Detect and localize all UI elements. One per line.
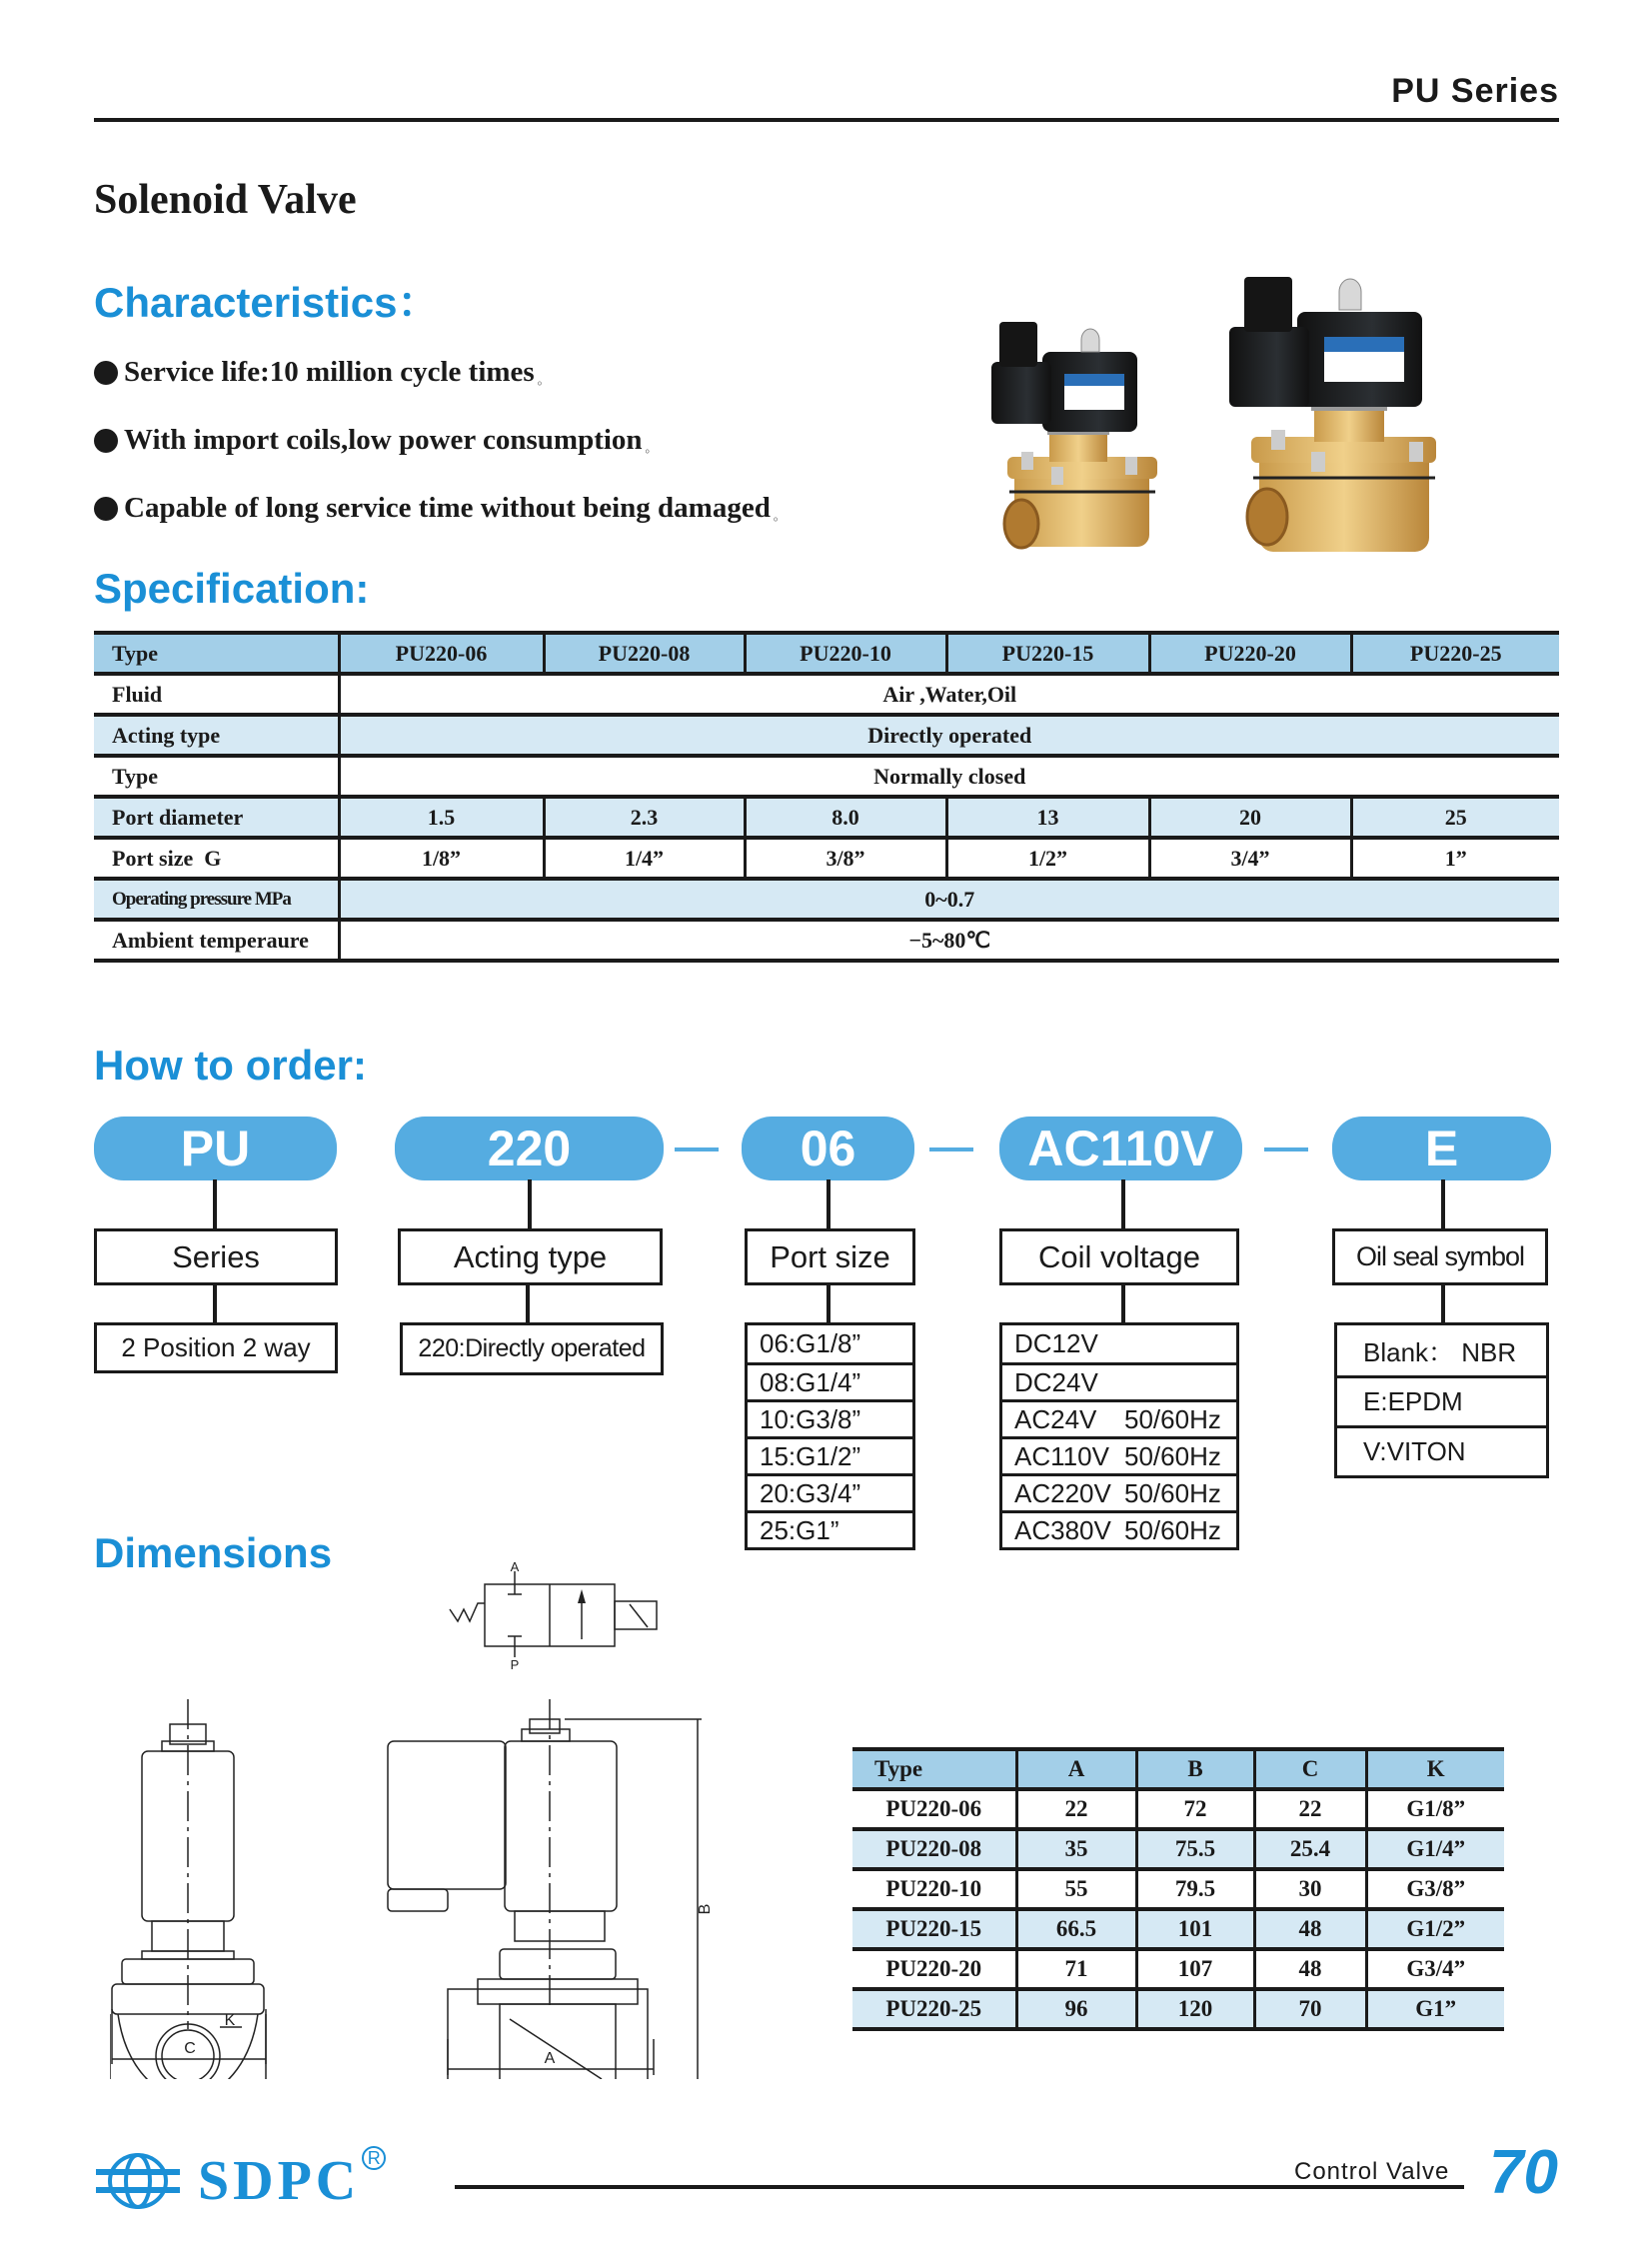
how-to-order-heading: How to order: bbox=[94, 1042, 367, 1089]
spec-cell: Air ,Water,Oil bbox=[339, 674, 1559, 715]
connector-line bbox=[1441, 1285, 1445, 1323]
option-item: 25:G1” bbox=[748, 1510, 912, 1547]
c-dimension bbox=[110, 2009, 310, 2079]
dim-label-b: B bbox=[697, 1903, 714, 1915]
spec-row-label: Port diameter bbox=[94, 797, 339, 838]
bullet-icon bbox=[94, 361, 118, 385]
spec-row-label: Acting type bbox=[94, 715, 339, 756]
spec-row-ambient-temperature bbox=[94, 920, 1559, 961]
valve-symbol-diagram bbox=[440, 1559, 660, 1669]
option-item: AC380V 50/60Hz bbox=[1002, 1510, 1236, 1547]
table-row bbox=[852, 1869, 1504, 1909]
option-item: E:EPDM bbox=[1337, 1375, 1546, 1425]
dim-label-c: C bbox=[184, 2040, 196, 2057]
table-cell: G1/4” bbox=[1366, 1829, 1504, 1869]
a-dimension bbox=[440, 2039, 720, 2079]
table-cell: PU220-10 bbox=[852, 1869, 1016, 1909]
spec-row-fluid bbox=[94, 674, 1559, 715]
port-size-options bbox=[745, 1322, 915, 1550]
connector-line bbox=[213, 1179, 217, 1228]
spec-row-port-size bbox=[94, 838, 1559, 879]
table-cell: 25.4 bbox=[1254, 1829, 1366, 1869]
bullet-icon bbox=[94, 497, 118, 521]
specification-heading: Specification: bbox=[94, 565, 370, 612]
series-title: PU Series bbox=[1391, 72, 1559, 110]
spec-header-row bbox=[94, 633, 1559, 674]
table-cell: 71 bbox=[1016, 1949, 1136, 1989]
table-cell: G1” bbox=[1366, 1989, 1504, 2029]
code-pill-acting-type: 220 bbox=[395, 1117, 664, 1180]
table-cell: 48 bbox=[1254, 1949, 1366, 1989]
label-port-size: Port size bbox=[745, 1228, 915, 1285]
separator-dash bbox=[675, 1147, 719, 1151]
option-item: 15:G1/2” bbox=[748, 1436, 912, 1473]
product-photo bbox=[939, 262, 1479, 572]
spec-cell: 3/8” bbox=[745, 838, 946, 879]
valve-large-image bbox=[1229, 277, 1436, 552]
option-item: 220:Directly operated bbox=[418, 1334, 646, 1362]
spec-cell: 1.5 bbox=[339, 797, 544, 838]
connector-line bbox=[213, 1285, 217, 1323]
connector-line bbox=[826, 1285, 830, 1323]
acting-type-options bbox=[400, 1322, 664, 1375]
spec-cell: Normally closed bbox=[339, 756, 1559, 797]
dims-header-cell: C bbox=[1254, 1749, 1366, 1789]
dims-header-cell: Type bbox=[852, 1749, 1016, 1789]
label-series: Series bbox=[94, 1228, 338, 1285]
table-cell: 96 bbox=[1016, 1989, 1136, 2029]
dims-header-cell: B bbox=[1136, 1749, 1254, 1789]
table-cell: 22 bbox=[1016, 1789, 1136, 1829]
spec-cell: 8.0 bbox=[745, 797, 946, 838]
label-coil-voltage: Coil voltage bbox=[999, 1228, 1239, 1285]
page-title: Solenoid Valve bbox=[94, 177, 357, 223]
option-item: Blank： NBR bbox=[1363, 1336, 1517, 1367]
table-row bbox=[852, 1949, 1504, 1989]
spec-cell: 1/2” bbox=[946, 838, 1149, 879]
table-cell: 48 bbox=[1254, 1909, 1366, 1949]
option-item: AC110V 50/60Hz bbox=[1002, 1436, 1236, 1473]
table-cell: 120 bbox=[1136, 1989, 1254, 2029]
spec-header-cell: PU220-20 bbox=[1149, 633, 1351, 674]
connector-line bbox=[526, 1285, 530, 1323]
dim-label-k: K bbox=[224, 2012, 236, 2029]
spec-row-label: Type bbox=[94, 756, 339, 797]
spec-cell: Directly operated bbox=[339, 715, 1559, 756]
spec-row-acting-type bbox=[94, 715, 1559, 756]
table-cell: PU220-20 bbox=[852, 1949, 1016, 1989]
registered-mark: R bbox=[362, 2146, 386, 2170]
spec-cell: 0~0.7 bbox=[339, 879, 1559, 920]
spec-cell: 20 bbox=[1149, 797, 1351, 838]
option-item: 06:G1/8” bbox=[760, 1328, 861, 1358]
series-options bbox=[94, 1322, 338, 1373]
characteristic-item: With import coils,low power consumption 。 bbox=[94, 424, 658, 457]
spec-row-label: Port size G bbox=[94, 838, 339, 879]
dims-header-cell: A bbox=[1016, 1749, 1136, 1789]
table-row bbox=[852, 1789, 1504, 1829]
table-cell: PU220-08 bbox=[852, 1829, 1016, 1869]
table-cell: 75.5 bbox=[1136, 1829, 1254, 1869]
table-cell: 70 bbox=[1254, 1989, 1366, 2029]
spec-row-port-diameter bbox=[94, 797, 1559, 838]
spec-row-label: Operating pressure MPa bbox=[94, 879, 339, 920]
option-item: DC12V bbox=[1014, 1328, 1098, 1358]
footer-section-label: Control Valve bbox=[1294, 2158, 1450, 2185]
table-cell: PU220-25 bbox=[852, 1989, 1016, 2029]
spec-header-cell: Type bbox=[94, 633, 339, 674]
option-item: AC24V 50/60Hz bbox=[1002, 1399, 1236, 1436]
code-pill-coil-voltage: AC110V bbox=[999, 1117, 1242, 1180]
table-cell: G1/2” bbox=[1366, 1909, 1504, 1949]
table-cell: 66.5 bbox=[1016, 1909, 1136, 1949]
option-item: 10:G3/8” bbox=[748, 1399, 912, 1436]
option-item: 2 Position 2 way bbox=[121, 1332, 311, 1362]
brand-logo bbox=[94, 2149, 386, 2213]
front-view-drawing bbox=[380, 1699, 720, 2079]
code-pill-series: PU bbox=[94, 1117, 337, 1180]
table-cell: 107 bbox=[1136, 1949, 1254, 1989]
connector-line bbox=[1441, 1179, 1445, 1228]
option-item: V:VITON bbox=[1337, 1425, 1546, 1475]
dims-header-cell: K bbox=[1366, 1749, 1504, 1789]
characteristic-item: Capable of long service time without being damaged 。 bbox=[94, 492, 786, 525]
oil-seal-options bbox=[1334, 1322, 1549, 1478]
table-cell: G1/8” bbox=[1366, 1789, 1504, 1829]
spec-cell: 13 bbox=[946, 797, 1149, 838]
table-cell: 30 bbox=[1254, 1869, 1366, 1909]
spec-cell: 2.3 bbox=[544, 797, 745, 838]
connector-line bbox=[528, 1179, 532, 1228]
spec-row-label: Ambient temperaure bbox=[94, 920, 339, 961]
connector-line bbox=[1121, 1179, 1125, 1228]
connector-line bbox=[826, 1179, 830, 1228]
option-item: DC24V bbox=[1002, 1362, 1236, 1399]
page-number: 70 bbox=[1489, 2138, 1558, 2207]
table-cell: PU220-15 bbox=[852, 1909, 1016, 1949]
table-cell: 101 bbox=[1136, 1909, 1254, 1949]
spec-header-cell: PU220-10 bbox=[745, 633, 946, 674]
spec-cell: −5~80℃ bbox=[339, 920, 1559, 961]
spec-row-type bbox=[94, 756, 1559, 797]
connector-line bbox=[1121, 1285, 1125, 1323]
dims-header-row bbox=[852, 1749, 1504, 1789]
port-label-p: P bbox=[510, 1657, 520, 1669]
spec-cell: 1” bbox=[1351, 838, 1559, 879]
table-cell: G3/8” bbox=[1366, 1869, 1504, 1909]
spec-header-cell: PU220-06 bbox=[339, 633, 544, 674]
coil-voltage-options bbox=[999, 1322, 1239, 1550]
table-cell: 22 bbox=[1254, 1789, 1366, 1829]
code-pill-oil-seal: E bbox=[1332, 1117, 1551, 1180]
header-rule bbox=[94, 118, 1559, 122]
code-pill-port-size: 06 bbox=[742, 1117, 914, 1180]
dim-label-a: A bbox=[544, 2050, 556, 2067]
dimensions-table bbox=[852, 1747, 1504, 2031]
option-item: 20:G3/4” bbox=[748, 1473, 912, 1510]
spec-cell: 3/4” bbox=[1149, 838, 1351, 879]
table-row bbox=[852, 1989, 1504, 2029]
spec-header-cell: PU220-25 bbox=[1351, 633, 1559, 674]
table-cell: 79.5 bbox=[1136, 1869, 1254, 1909]
table-row bbox=[852, 1829, 1504, 1869]
label-acting-type: Acting type bbox=[398, 1228, 663, 1285]
dimensions-heading: Dimensions bbox=[94, 1529, 333, 1576]
characteristic-item: Service life:10 million cycle times 。 bbox=[94, 356, 550, 389]
table-cell: PU220-06 bbox=[852, 1789, 1016, 1829]
label-oil-seal-symbol: Oil seal symbol bbox=[1332, 1228, 1548, 1285]
table-cell: 72 bbox=[1136, 1789, 1254, 1829]
spec-header-cell: PU220-08 bbox=[544, 633, 745, 674]
table-row bbox=[852, 1909, 1504, 1949]
option-item: 08:G1/4” bbox=[748, 1362, 912, 1399]
option-item: AC220V 50/60Hz bbox=[1002, 1473, 1236, 1510]
sdpc-globe-icon bbox=[94, 2151, 182, 2211]
bullet-icon bbox=[94, 429, 118, 453]
spec-cell: 25 bbox=[1351, 797, 1559, 838]
spec-cell: 1/4” bbox=[544, 838, 745, 879]
table-cell: 55 bbox=[1016, 1869, 1136, 1909]
table-cell: G3/4” bbox=[1366, 1949, 1504, 1989]
valve-small-image bbox=[991, 322, 1157, 548]
port-label-a: A bbox=[510, 1559, 520, 1574]
spec-header-cell: PU220-15 bbox=[946, 633, 1149, 674]
separator-dash bbox=[1264, 1147, 1308, 1151]
spec-row-label: Fluid bbox=[94, 674, 339, 715]
spec-row-operating-pressure bbox=[94, 879, 1559, 920]
characteristics-heading: Characteristics： bbox=[94, 279, 440, 326]
specification-table bbox=[94, 631, 1559, 963]
spec-cell: 1/8” bbox=[339, 838, 544, 879]
brand-name: SDPC bbox=[198, 2150, 361, 2212]
table-cell: 35 bbox=[1016, 1829, 1136, 1869]
separator-dash bbox=[929, 1147, 973, 1151]
